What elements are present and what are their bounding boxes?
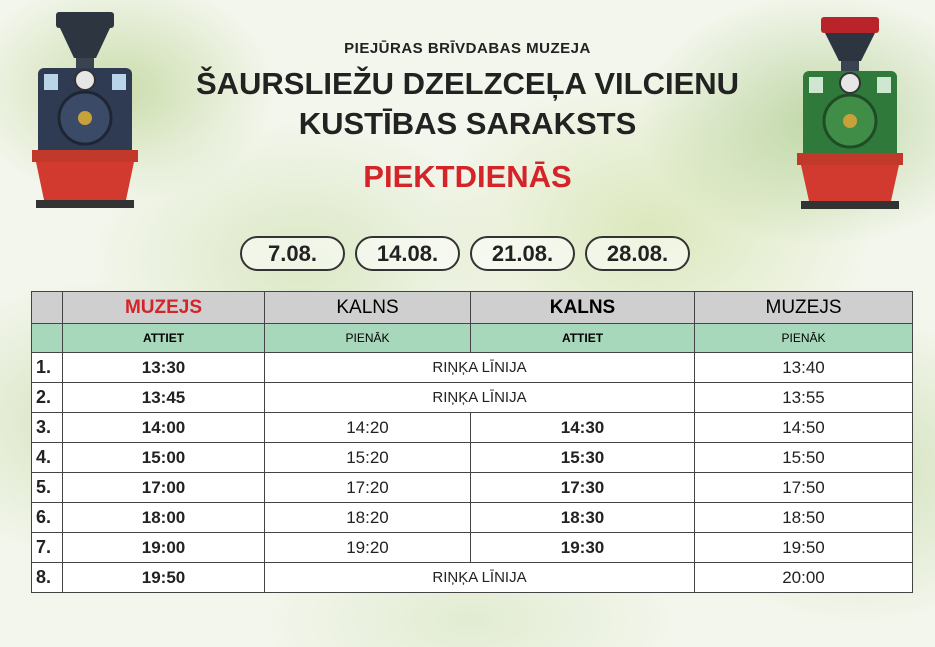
column-header-muzejs: MUZEJS: [695, 292, 913, 324]
table-row: [32, 413, 913, 443]
muzejs-arrival: 20:00: [695, 563, 913, 593]
table-row: [32, 353, 913, 383]
loop-line-label: RIŅĶA LĪNIJA: [265, 383, 695, 413]
row-number: 7.: [32, 533, 63, 563]
kalns-departure: 14:30: [471, 413, 695, 443]
kalns-arrival: 18:20: [265, 503, 471, 533]
muzejs-departure: 17:00: [63, 473, 265, 503]
museum-subtitle: PIEJŪRAS BRĪVDABAS MUZEJA: [344, 40, 591, 57]
muzejs-departure: 19:00: [63, 533, 265, 563]
muzejs-departure: 19:50: [63, 563, 265, 593]
row-number: 4.: [32, 443, 63, 473]
date-badge: 7.08.: [240, 236, 345, 271]
page-title-line2: KUSTĪBAS SARAKSTS: [298, 106, 637, 141]
subheader-pienak: PIENĀK: [265, 324, 471, 353]
row-number: 1.: [32, 353, 63, 383]
muzejs-departure: 13:30: [63, 353, 265, 383]
muzejs-arrival: 13:55: [695, 383, 913, 413]
date-badge: 28.08.: [585, 236, 690, 271]
kalns-arrival: 14:20: [265, 413, 471, 443]
row-number: 5.: [32, 473, 63, 503]
subheader-pienak: PIENĀK: [695, 324, 913, 353]
row-number: 8.: [32, 563, 63, 593]
muzejs-arrival: 14:50: [695, 413, 913, 443]
kalns-departure: 17:30: [471, 473, 695, 503]
table-row: [32, 383, 913, 413]
subheader-cell-empty: [32, 324, 63, 353]
kalns-arrival: 15:20: [265, 443, 471, 473]
weekday-label: PIEKTDIENĀS: [363, 159, 572, 194]
column-header-kalns: KALNS: [471, 292, 695, 324]
kalns-arrival: 17:20: [265, 473, 471, 503]
kalns-departure: 19:30: [471, 533, 695, 563]
column-header-muzejs: MUZEJS: [63, 292, 265, 324]
kalns-departure: 15:30: [471, 443, 695, 473]
header-cell-empty: [32, 292, 63, 324]
table-row: [32, 563, 913, 593]
date-badge: 21.08.: [470, 236, 575, 271]
subheader-attiet: ATTIET: [471, 324, 695, 353]
muzejs-arrival: 13:40: [695, 353, 913, 383]
date-badge: 14.08.: [355, 236, 460, 271]
row-number: 6.: [32, 503, 63, 533]
kalns-departure: 18:30: [471, 503, 695, 533]
muzejs-departure: 15:00: [63, 443, 265, 473]
row-number: 3.: [32, 413, 63, 443]
loop-line-label: RIŅĶA LĪNIJA: [265, 563, 695, 593]
muzejs-departure: 18:00: [63, 503, 265, 533]
muzejs-arrival: 18:50: [695, 503, 913, 533]
muzejs-departure: 14:00: [63, 413, 265, 443]
table-row: [32, 443, 913, 473]
column-header-kalns: KALNS: [265, 292, 471, 324]
muzejs-arrival: 15:50: [695, 443, 913, 473]
table-row: [32, 503, 913, 533]
dates-row: [240, 236, 690, 271]
muzejs-departure: 13:45: [63, 383, 265, 413]
table-row: [32, 473, 913, 503]
muzejs-arrival: 19:50: [695, 533, 913, 563]
subheader-row: [32, 324, 913, 353]
kalns-arrival: 19:20: [265, 533, 471, 563]
muzejs-arrival: 17:50: [695, 473, 913, 503]
loop-line-label: RIŅĶA LĪNIJA: [265, 353, 695, 383]
header-row: [32, 292, 913, 324]
page-title-line1: ŠAURSLIEŽU DZELZCEĻA VILCIENU: [195, 66, 740, 101]
subheader-attiet: ATTIET: [63, 324, 265, 353]
row-number: 2.: [32, 383, 63, 413]
schedule-table: [31, 291, 913, 593]
table-row: [32, 533, 913, 563]
